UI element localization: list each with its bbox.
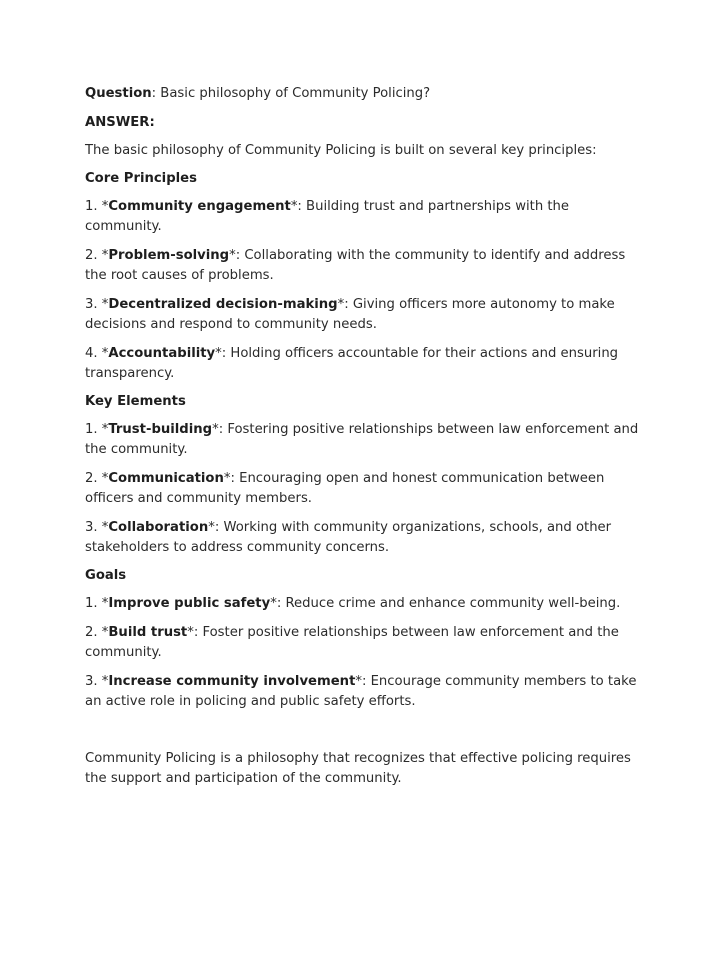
item-description: *: Foster positive relationships between law enforcement and the community. [85,625,619,660]
answer-label: ANSWER: [85,115,155,130]
question-text: : Basic philosophy of Community Policing? [151,86,431,101]
item-term: Improve public safety [108,596,271,611]
item-term: Accountability [108,346,216,361]
item-term: Problem-solving [108,248,230,263]
list-item [85,469,645,509]
item-description: *: Reduce crime and enhance community well-being. [270,596,621,611]
item-description: *: Collaborating with the community to identify and address the root causes of problems. [85,248,626,283]
item-number: 1. * [85,596,109,611]
section-heading: Key Elements [85,394,186,409]
item-number: 1. * [85,422,109,437]
section-core-principles [85,169,645,384]
list-item [85,295,645,335]
list-item [85,518,645,558]
item-description: *: Giving officers more autonomy to make decisions and respond to community needs. [85,297,615,332]
intro-text: The basic philosophy of Community Policing is built on several key principles: [85,143,597,158]
item-term: Increase community involvement [108,674,356,689]
item-number: 2. * [85,625,109,640]
item-number: 2. * [85,248,109,263]
item-description: *: Building trust and partnerships with the community. [85,199,570,234]
document-page [85,84,645,802]
item-number: 1. * [85,199,109,214]
item-number: 3. * [85,297,109,312]
list-item [85,594,645,614]
item-term: Communication [108,471,224,486]
item-number: 3. * [85,674,109,689]
conclusion-text: Community Policing is a philosophy that recognizes that effective policing requires the support and participation of the community. [85,751,631,786]
section-key-elements [85,392,645,558]
section-goals [85,566,645,712]
list-item [85,672,645,712]
item-description: *: Encouraging open and honest communication between officers and community members. [85,471,605,506]
list-item [85,246,645,286]
item-number: 3. * [85,520,109,535]
section-heading: Goals [85,568,127,583]
section-heading: Core Principles [85,171,197,186]
item-term: Community engagement [108,199,291,214]
item-description: *: Holding officers accountable for their actions and ensuring transparency. [85,346,619,381]
item-description: *: Working with community organizations, schools, and other stakeholders to address community concerns. [85,520,612,555]
item-term: Collaboration [108,520,209,535]
list-item [85,197,645,237]
item-term: Decentralized decision-making [108,297,338,312]
item-term: Trust-building [108,422,213,437]
list-item [85,344,645,384]
list-item [85,420,645,460]
question-line [85,84,645,104]
item-term: Build trust [108,625,188,640]
item-description: *: Fostering positive relationships between law enforcement and the community. [85,422,639,457]
question-label: Question [85,86,152,101]
item-number: 2. * [85,471,109,486]
item-number: 4. * [85,346,109,361]
item-description: *: Encourage community members to take an active role in policing and public safety efforts. [85,674,637,709]
list-item [85,623,645,663]
